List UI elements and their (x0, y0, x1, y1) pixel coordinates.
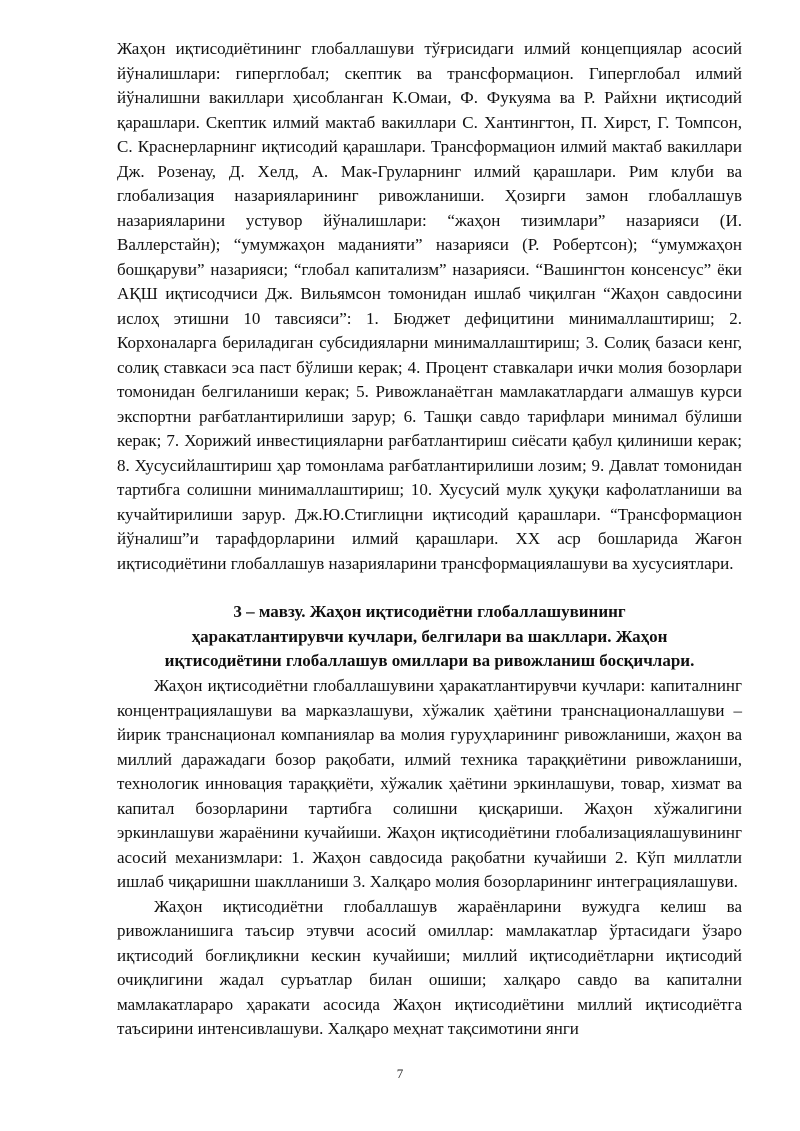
topic-heading (117, 600, 742, 674)
heading-line-1: 3 – мавзу. Жаҳон иқтисодиётни глобаллашувининг (233, 602, 626, 621)
paragraph-driving-forces: Жаҳон иқтисодиётни глобаллашувини ҳаракатлантирувчи кучлари: капиталнинг концентрациялашуви ва марказлашуви, хўжалик ҳаётини транснационаллашуви – йирик транснационал компаниялар ва молия гуруҳларининг ривожланиши, жаҳон ва миллий даражадаги бозор рақобати, илмий техника тараққиётини ривожланиши, технологик инновация тараққиёти, хўжалик ҳаётини эркинлашуви, товар, хизмат ва капитал бозорларини тартибга солишни қисқариши. Жаҳон хўжалигини эркинлашуви жараёнини кучайиши. Жаҳон иқтисодиётини глобализациялашувининг асосий механизмлари: 1. Жаҳон савдосида рақобатни кучайиши 2. Кўп миллатли ишлаб чиқаришни шаклланиши 3. Халқаро молия бозорларининг интеграциялашуви. (117, 676, 742, 891)
heading-line-2: ҳаракатлантирувчи кучлари, белгилари ва шакллари. Жаҳон (191, 626, 668, 646)
section-intro (117, 37, 742, 576)
paragraph-factors: Жаҳон иқтисодиётни глобаллашув жараёнларини вужудга келиш ва ривожланишига таъсир этувчи асосий омиллар: мамлакатлар ўртасидаги ўзаро иқтисодий боғлиқликни кескин кучайиши; миллий иқтисодиётларни иқтисодий очиқлигини жадал суръатлар билан ошиши; халқаро савдо ва капитални мамлакатлараро ҳаракати асосида Жаҳон иқтисодиётини миллий иқтисодиётга таъсирини интенсивлашуви. Халқаро меҳнат тақсимотини янги (117, 896, 742, 1038)
page-number: 7 (396, 1066, 404, 1081)
heading-line-3: иқтисодиётини глобаллашув омиллари ва ривожланиш босқичлари. (164, 651, 695, 670)
paragraph-globalization-theories: Жаҳон иқтисодиётининг глобаллашуви тўғрисидаги илмий концепциялар асосий йўналишлари: гиперглобал; скептик ва трансформацион. Гиперглобал илмий йўналишни вакиллари ҳисобланган К.Омаи, Ф. Фукуяма ва Р. Райхни иқтисодий қарашлари. Скептик илмий мактаб вакиллари С. Хантингтон, П. Хирст, Г. Томпсон, С. Краснерларнинг иқтисодий қарашлари. Трансформацион илмий мактаб вакиллари Дж. Розенау, Д. Хелд, А. Мак-Груларнинг илмий қарашлари. Рим клуби ва глобализация назарияларининг ривожланиши. Ҳозирги замон глобаллашув назарияларини устувор йўналишлари: “жаҳон тизимлари” назарияси (И. Валлерстайн); “умумжаҳон маданияти” назарияси (Р. Робертсон); “умумжаҳон бошқаруви” назарияси; “глобал капитализм” назарияси. “Вашингтон консенсус” ёки АҚШ иқтисодчиси Дж. Вильямсон томонидан ишлаб чиқилган “Жаҳон савдосини ислоҳ этишни 10 тавсияси”: 1. Бюджет дефицитини минималлаштириш; 2. Корхоналарга бериладиган субсидияларни минималлаштириш; 3. Солиқ базаси кенг, солиқ ставкаси эса паст бўлиши керак; 4. Процент ставкалари ички молия бозорлари томонидан белгиланиши керак; 5. Ривожланаётган мамлакатлардаги алмашув курси экспортни рағбатлантирилиши зарур; 6. Ташқи савдо тарифлари минимал бўлиши керак; 7. Хорижий инвестицияларни рағбатлантириш сиёсати қабул қилиниши керак; 8. Хусусийлаштириш ҳар томонлама рағбатлантирилиши лозим; 9. Давлат томонидан тартибга солишни минималлаштириш; 10. Хусусий мулк ҳуқуқи кафолатланиши ва кучайтирилиши зарур. Дж.Ю.Стиглицни иқтисодий қарашлари. “Трансформацион йўналиш”и тарафдорларини илмий қарашлари. XX аср бошларида Жағон иқтисодиётини глобаллашув назарияларини трансформациялашуви ва хусусиятлари. (117, 39, 742, 573)
section-body (117, 674, 742, 1042)
